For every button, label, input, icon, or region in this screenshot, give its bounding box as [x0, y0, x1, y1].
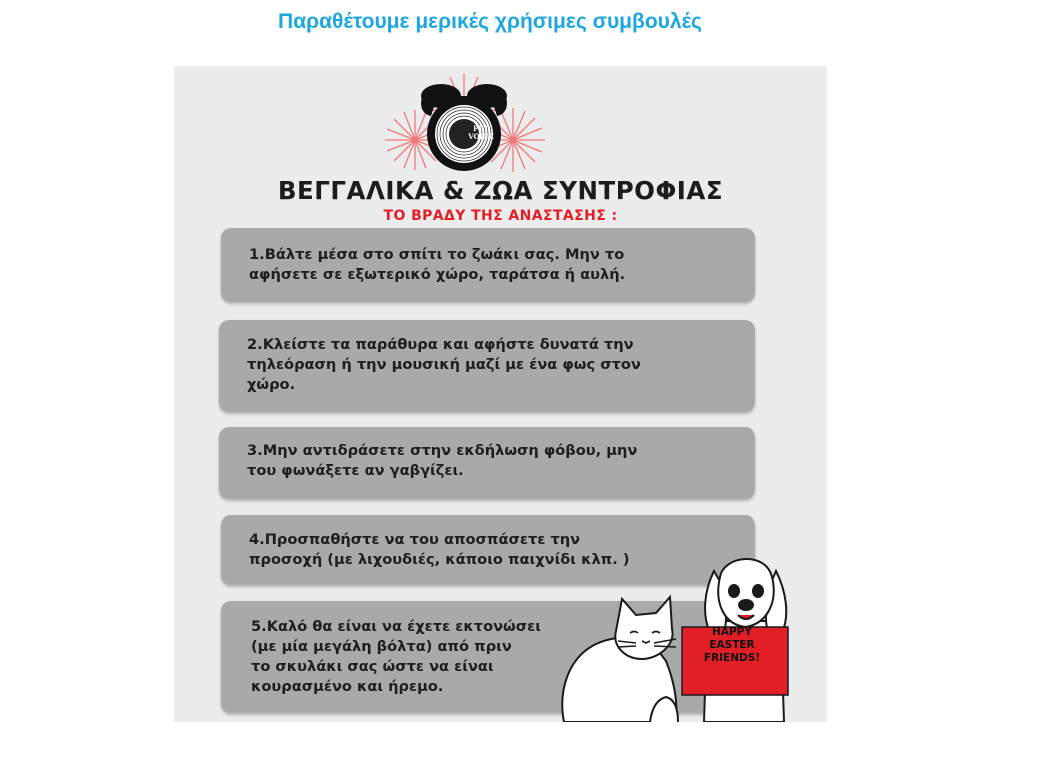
- easter-sign-text: HAPPY EASTER FRIENDS!: [703, 626, 761, 664]
- cat-icon: [562, 597, 678, 722]
- tip-card-2: [219, 320, 755, 412]
- tip-text-2: 2.Κλείστε τα παράθυρα και αφήστε δυνατά την τηλεόραση ή την μουσική μαζί με ένα φως στον χώρο.: [247, 336, 641, 393]
- logo-text: PET VOICE: [468, 124, 494, 141]
- poster-subheading: ΤΟ ΒΡΑΔΥ ΤΗΣ ΑΝΑΣΤΑΣΗΣ :: [383, 208, 618, 224]
- tip-card-3: [219, 427, 755, 499]
- poster-heading: ΒΕΓΓΑΛΙΚΑ & ΖΩΑ ΣΥΝΤΡΟΦΙΑΣ: [277, 176, 724, 205]
- tip-card-1: [221, 228, 755, 302]
- tip-text-4: 4.Προσπαθήστε να του αποσπάσετε την προσοχή (με λιχουδιές, κάποιο παιχνίδι κλπ. ): [249, 531, 630, 568]
- tip-text-5: 5.Καλό θα είναι να έχετε εκτονώσει (με μία μεγάλη βόλτα) από πριν το σκυλάκι σας ώστε να είναι κουρασμένο και ήρεμο.: [251, 618, 541, 695]
- tip-text-1: 1.Βάλτε μέσα στο σπίτι το ζωάκι σας. Μην το αφήσετε σε εξωτερικό χώρο, ταράτσα ή αυλή.: [249, 246, 626, 283]
- fireworks-icon: [379, 70, 549, 182]
- page-title: Παραθέτουμε μερικές χρήσιμες συμβουλές: [278, 10, 702, 33]
- poster-image: [174, 66, 827, 722]
- tip-text-3: 3.Μην αντιδράσετε στην εκδήλωση φόβου, μην του φωνάξετε αν γαβγίζει.: [247, 442, 638, 479]
